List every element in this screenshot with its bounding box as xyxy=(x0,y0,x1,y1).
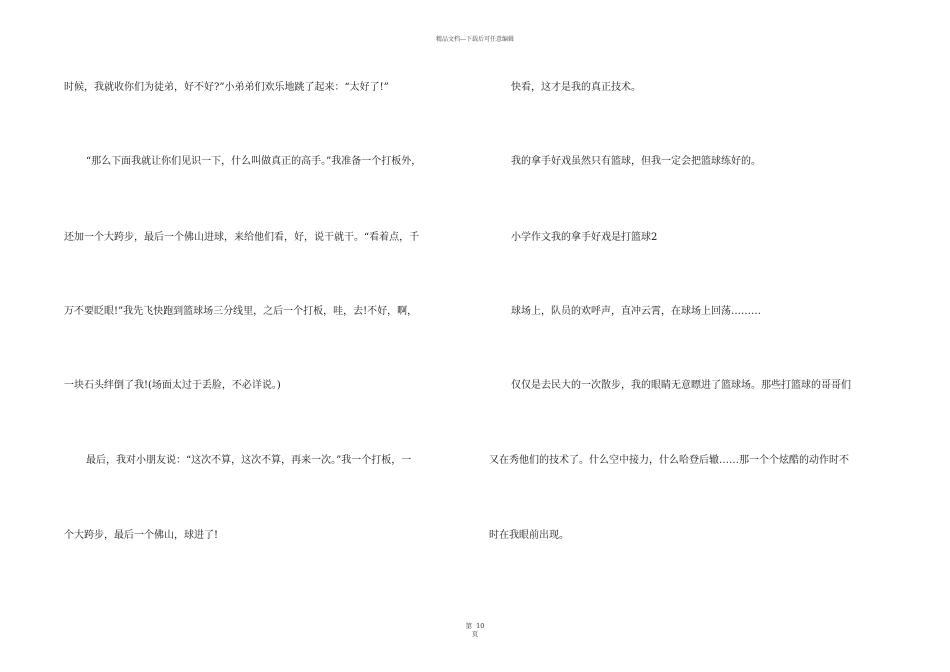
paragraph-line: 我的拿手好戏虽然只有篮球，但我一定会把篮球练好的。 xyxy=(511,156,761,167)
page-footer xyxy=(0,622,950,638)
paragraph-line: 万不要眨眼!”我先飞快跑到篮球场三分线里，之后一个打板，哇，去!不好，啊， xyxy=(64,306,418,317)
paragraph-line: 还加一个大跨步，最后一个佛山进球，来给他们看，好，说干就干。“看着点，千 xyxy=(64,232,420,243)
paragraph-line: 时候，我就收你们为徒弟，好不好?”小弟弟们欢乐地跳了起来：“太好了!” xyxy=(64,82,389,93)
paragraph-line: 小学作文我的拿手好戏是打篮球2 xyxy=(511,232,658,243)
paragraph-line: 时在我眼前出现。 xyxy=(489,530,569,541)
paragraph-line: 仅仅是去民大的一次散步，我的眼睛无意瞟进了篮球场。那些打篮球的哥哥们 xyxy=(511,380,851,391)
paragraph-line: 快看，这才是我的真正技术。 xyxy=(511,82,641,93)
right-column xyxy=(475,0,950,672)
paragraph-line: 又在秀他们的技术了。什么空中接力，什么哈登后辙……那一个个炫酷的动作时不 xyxy=(489,455,849,466)
page-header: 精品文档---下载后可任意编辑 xyxy=(435,36,515,43)
page-number: 10 xyxy=(476,622,485,630)
page-number-prefix: 第 xyxy=(465,622,473,630)
page-number-suffix: 页 xyxy=(471,630,479,638)
paragraph-line: “那么下面我就让你们见识一下，什么叫做真正的高手。”我准备一个打板外， xyxy=(86,156,422,167)
paragraph-line: 球场上，队员的欢呼声，直冲云霄，在球场上回荡……… xyxy=(511,306,761,317)
paragraph-line: 一块石头绊倒了我!(场面太过于丢脸，不必详说。) xyxy=(64,380,281,391)
paragraph-line: 最后，我对小朋友说：“这次不算，这次不算，再来一次。”我一个打板，一 xyxy=(86,455,412,466)
paragraph-line: 个大跨步，最后一个佛山，球进了! xyxy=(64,530,219,541)
